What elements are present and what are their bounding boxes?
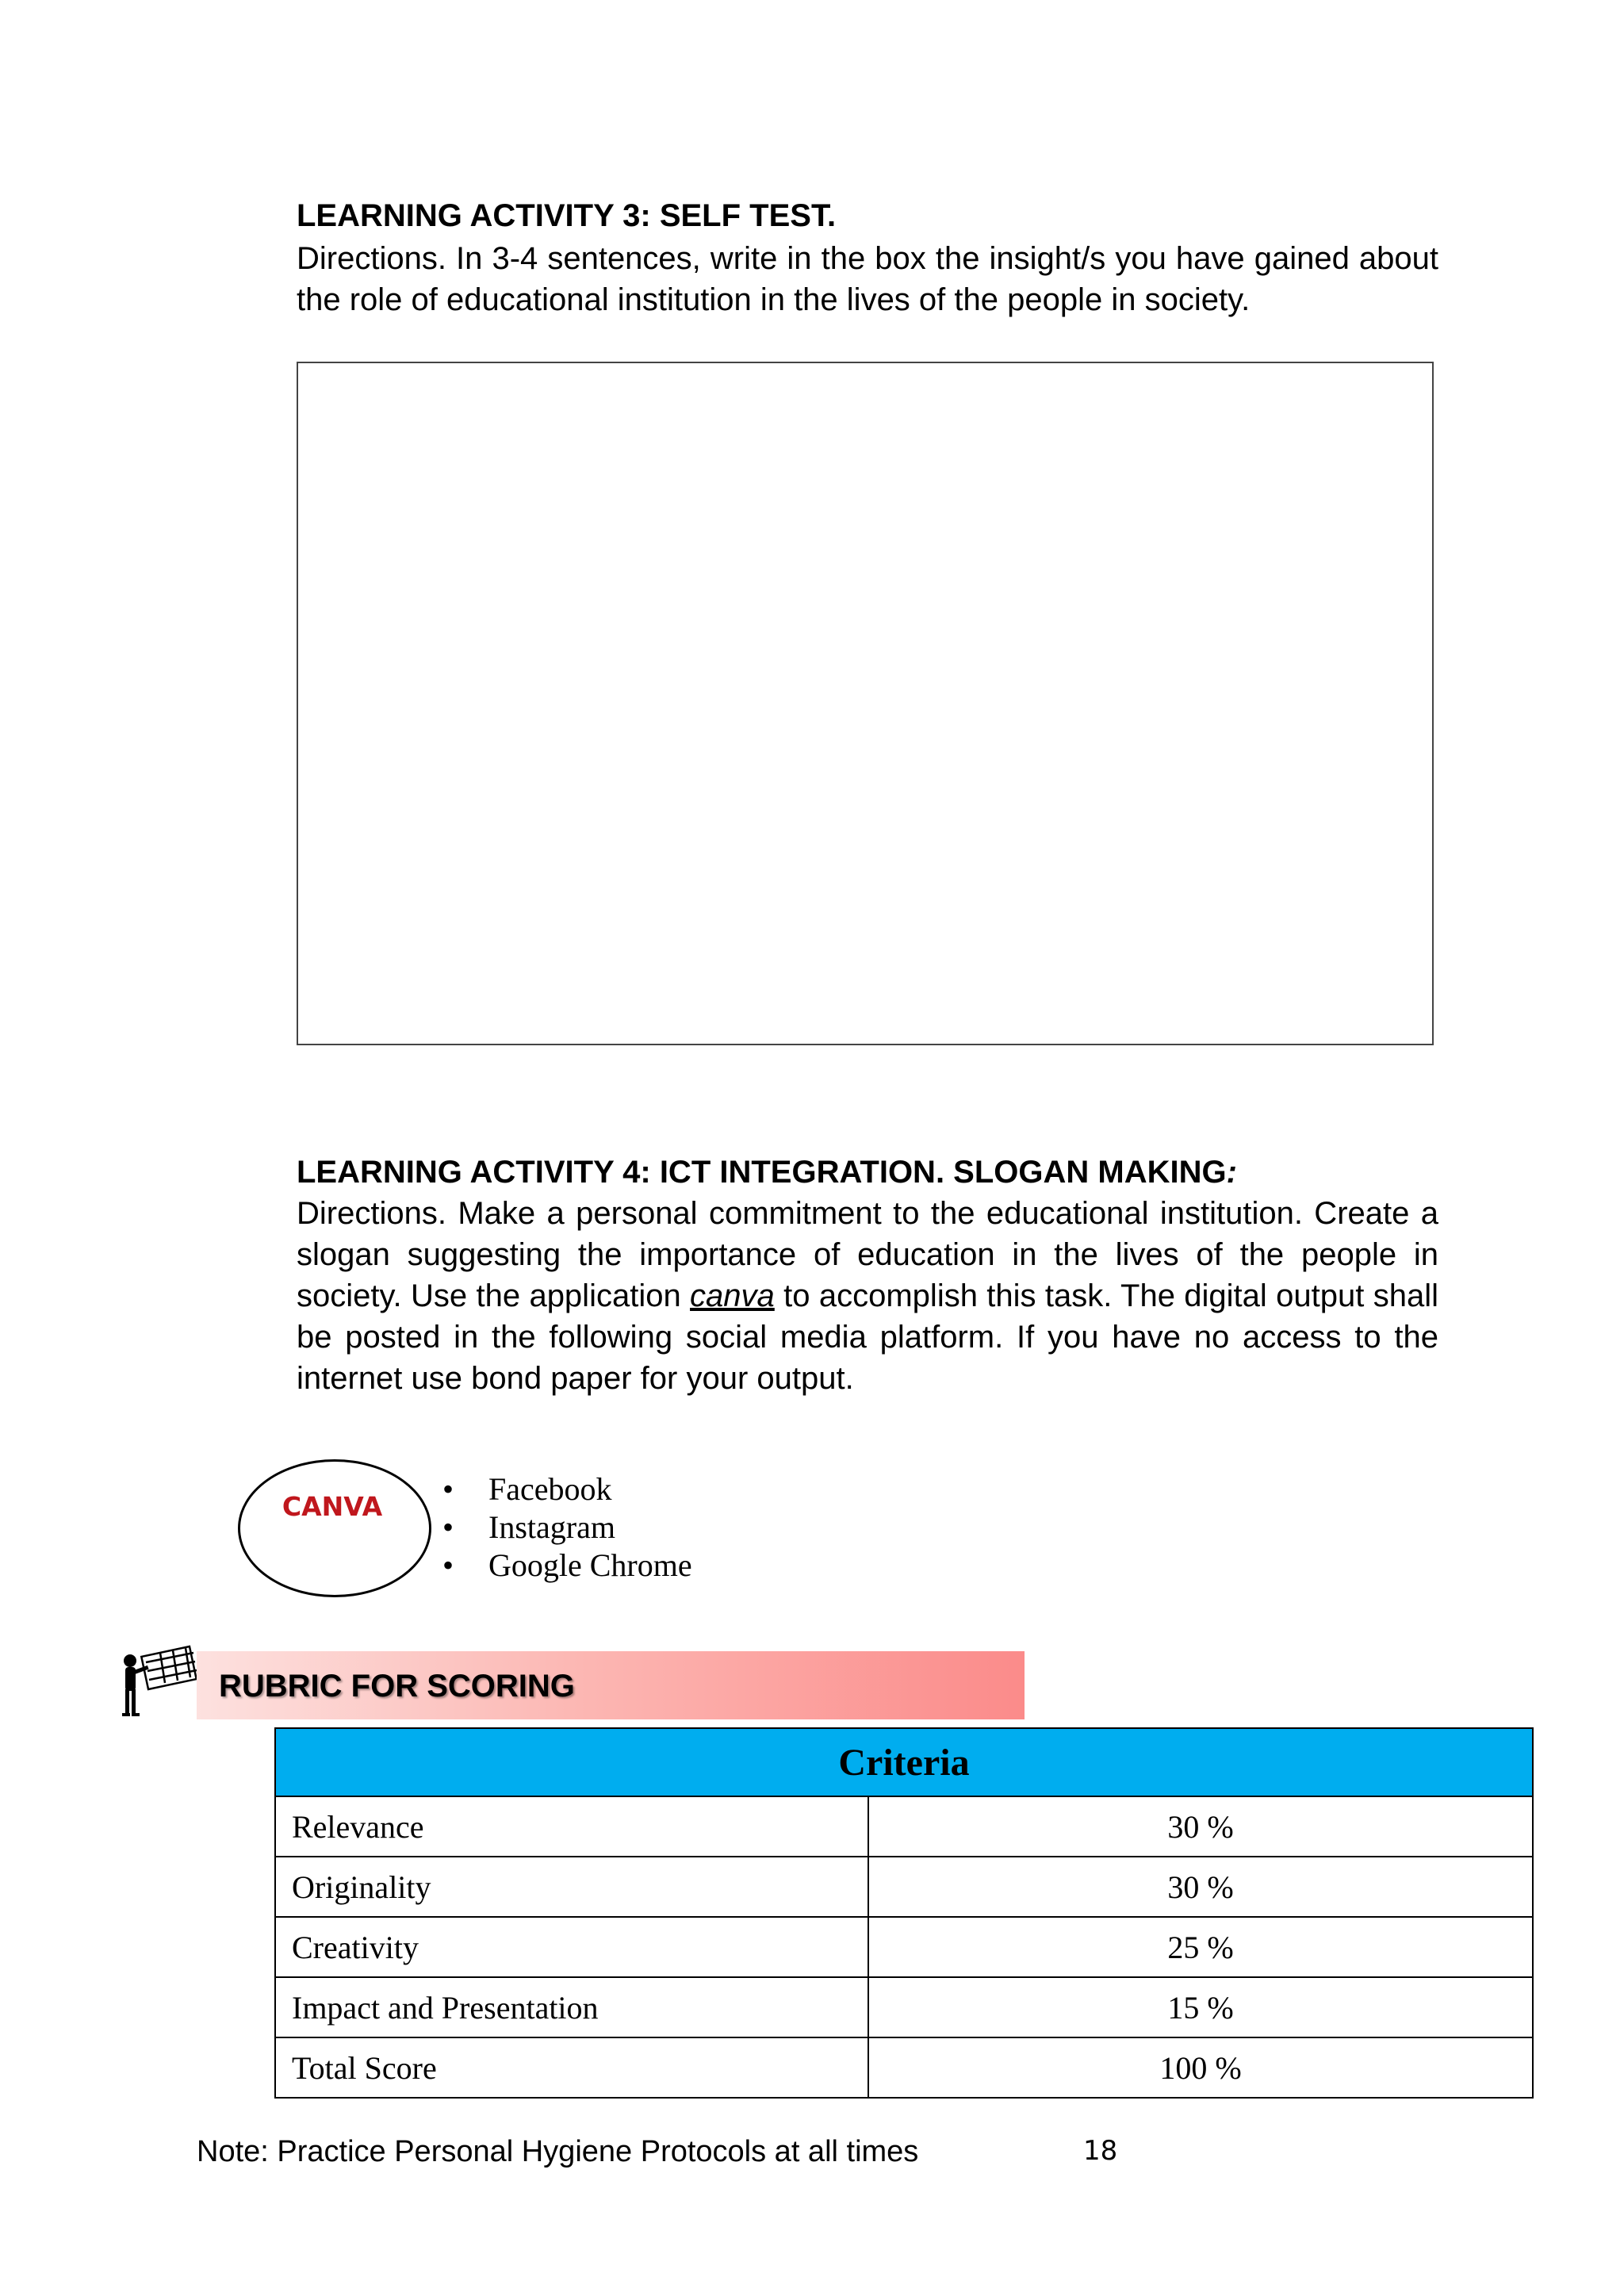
directions-text-part1: Directions. Make a personal commitment to the educational institution. Create a slogan suggesting the importance of education in the lives of the people in society. Use the application	[297, 1196, 1438, 1313]
person-with-rubric-chart-icon	[116, 1645, 200, 1724]
activity-3-directions: Directions. In 3-4 sentences, write in the box the insight/s you have gained about the role of educational institution in the lives of the people in society.	[297, 241, 1438, 317]
canva-link-text: canva	[690, 1278, 775, 1313]
activity-4-heading	[297, 1152, 1438, 1193]
criteria-table	[274, 1727, 1534, 2099]
percent-cell: 100 %	[868, 2037, 1533, 2098]
percent-cell: 30 %	[868, 1857, 1533, 1917]
activity-4-heading-text: LEARNING ACTIVITY 4: ICT INTEGRATION. SLOGAN MAKING	[297, 1155, 1227, 1190]
activity-4-heading-colon: :	[1226, 1155, 1237, 1190]
criteria-header: Criteria	[275, 1728, 1533, 1796]
percent-cell: 25 %	[868, 1917, 1533, 1977]
canva-label: CANVA	[282, 1491, 383, 1522]
platform-list	[438, 1470, 692, 1585]
criterion-cell: Creativity	[275, 1917, 868, 1977]
platform-item-instagram: • Instagram	[438, 1508, 692, 1547]
table-row	[275, 1857, 1533, 1917]
page-number: 18	[1083, 2135, 1118, 2167]
canva-ellipse	[238, 1459, 431, 1597]
table-row	[275, 1796, 1533, 1857]
criterion-cell: Relevance	[275, 1796, 868, 1857]
footer-note: Note: Practice Personal Hygiene Protocols at all times	[197, 2135, 919, 2168]
activity-3-heading: LEARNING ACTIVITY 3: SELF TEST.	[297, 198, 837, 233]
criterion-cell: Originality	[275, 1857, 868, 1917]
answer-box[interactable]	[297, 362, 1434, 1045]
percent-cell: 15 %	[868, 1977, 1533, 2037]
percent-cell: 30 %	[868, 1796, 1533, 1857]
platform-item-google-chrome: • Google Chrome	[438, 1547, 692, 1585]
activity-4-directions	[297, 1193, 1438, 1399]
criteria-header-row	[275, 1728, 1533, 1796]
criterion-cell: Total Score	[275, 2037, 868, 2098]
platform-item-facebook: • Facebook	[438, 1470, 692, 1508]
directions-text-part2: to accomplish this task. The digital output shall be posted in the following social media platform. If you have no access to the internet use bond paper for your output.	[297, 1278, 1438, 1396]
table-row	[275, 1917, 1533, 1977]
table-row	[275, 2037, 1533, 2098]
rubric-title: RUBRIC FOR SCORING	[219, 1669, 575, 1704]
table-row	[275, 1977, 1533, 2037]
criterion-cell: Impact and Presentation	[275, 1977, 868, 2037]
